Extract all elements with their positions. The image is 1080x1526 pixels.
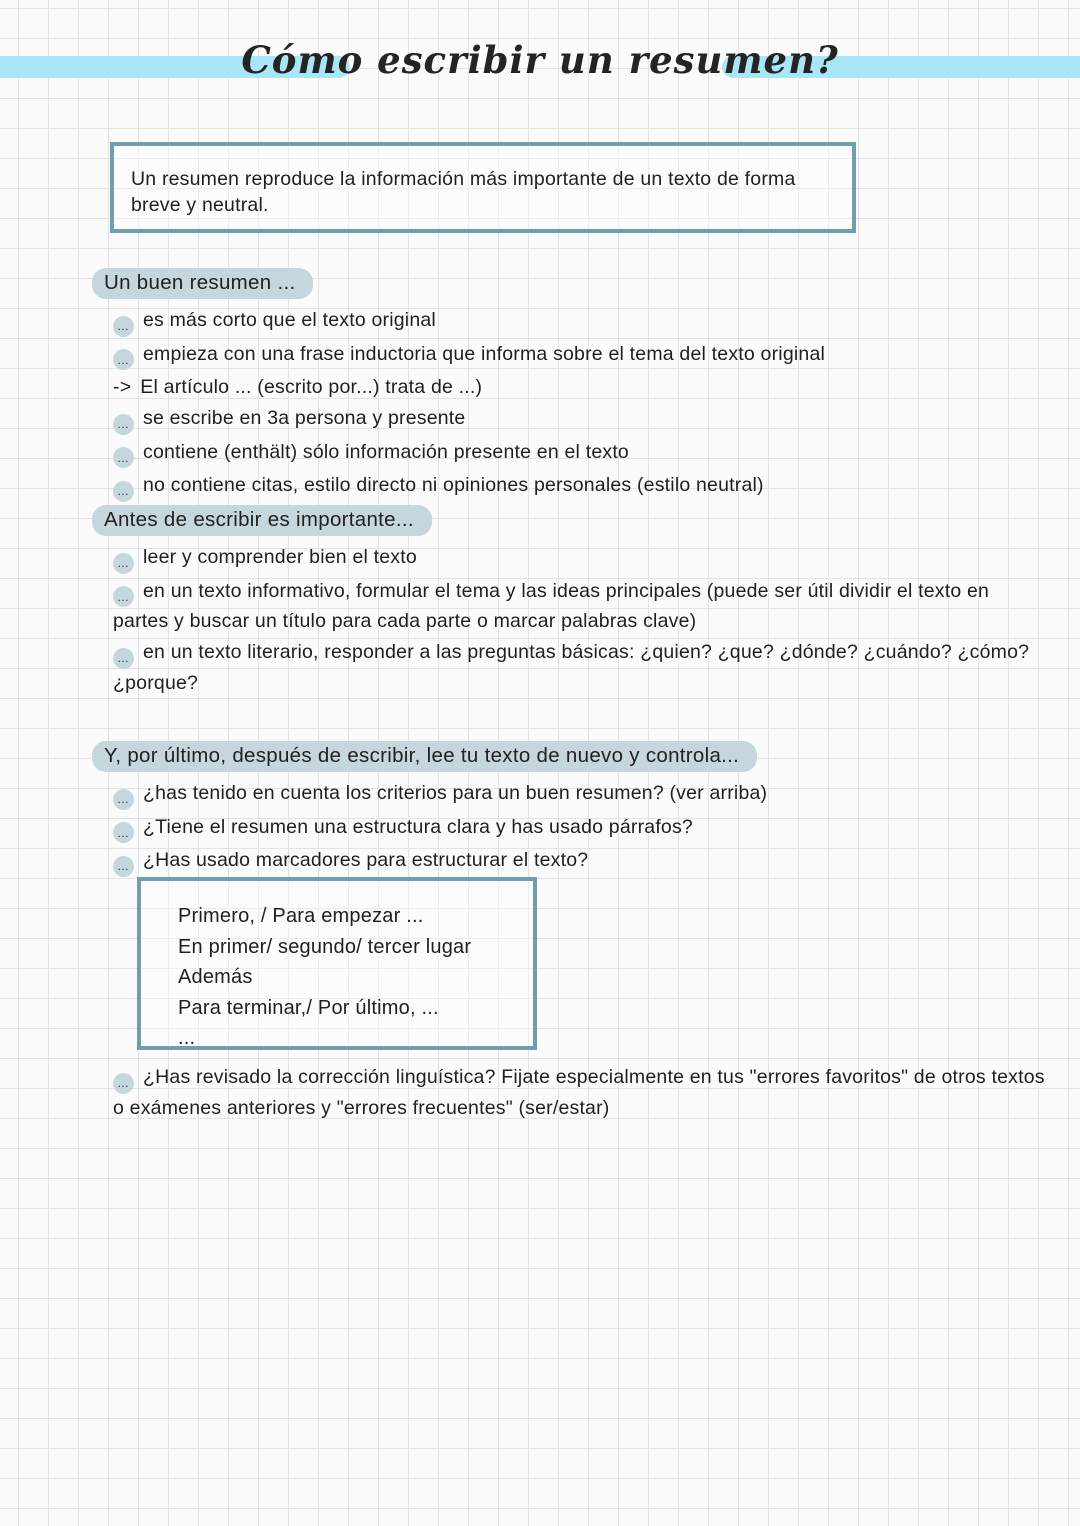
bullet-text: no contiene citas, estilo directo ni opiniones personales (estilo neutral) xyxy=(143,474,764,496)
dots-bullet-icon: … xyxy=(113,553,134,574)
bullet-item-arrow xyxy=(113,373,1033,401)
page-title: Cómo escribir un resumen? xyxy=(241,38,839,82)
section-good-summary xyxy=(98,268,1048,505)
bullet-item xyxy=(113,577,1033,636)
dots-bullet-icon: … xyxy=(113,789,134,810)
section-heading: Antes de escribir es importante... xyxy=(92,505,432,536)
section-heading: Un buen resumen ... xyxy=(92,268,313,299)
bullet-text: en un texto literario, responder a las preguntas básicas: ¿quien? ¿que? ¿dónde? ¿cuándo? ¿cómo? ¿porque? xyxy=(113,641,1030,694)
bullet-item xyxy=(113,543,1033,574)
definition-box xyxy=(110,142,856,233)
dots-bullet-icon: … xyxy=(113,856,134,877)
final-note-text: ¿Has revisado la corrección linguística? Fijate especialmente en tus "errores favoritos" de otros textos o exámenes anteriores y "errores frecuentes" (ser/estar) xyxy=(113,1066,1045,1119)
bullet-item xyxy=(113,813,1033,844)
bullet-item xyxy=(113,638,1033,697)
section-before-writing xyxy=(98,505,1048,700)
bullet-item xyxy=(113,340,1033,371)
definition-line: breve y neutral. xyxy=(131,194,269,216)
connectors-box xyxy=(137,877,537,1050)
final-note xyxy=(113,1063,1051,1122)
bullet-text: leer y comprender bien el texto xyxy=(143,546,417,568)
bullet-item xyxy=(113,306,1033,337)
definition-line: Un resumen reproduce la información más importante de un texto de forma xyxy=(131,168,796,190)
connector-line: Además xyxy=(178,966,253,988)
bullet-list xyxy=(98,779,1033,877)
bullet-text: se escribe en 3a persona y presente xyxy=(143,407,466,429)
bullet-text: empieza con una frase inductoria que informa sobre el tema del texto original xyxy=(143,342,826,365)
section-heading: Y, por último, después de escribir, lee tu texto de nuevo y controla... xyxy=(92,741,757,772)
bullet-item xyxy=(113,779,1033,810)
bullet-item xyxy=(113,846,1033,877)
bullet-item xyxy=(113,404,1033,435)
dots-bullet-icon: … xyxy=(113,648,134,669)
dots-bullet-icon: … xyxy=(113,1073,134,1094)
bullet-text: El artículo ... (escrito por...) trata de ...) xyxy=(140,376,483,398)
connector-line: Primero, / Para empezar ... xyxy=(178,905,424,927)
connector-line: ... xyxy=(178,1027,196,1049)
dots-bullet-icon: … xyxy=(113,349,134,370)
bullet-text: ¿has tenido en cuenta los criterios para un buen resumen? (ver arriba) xyxy=(143,782,768,804)
connector-line: Para terminar,/ Por último, ... xyxy=(178,996,439,1019)
dots-bullet-icon: … xyxy=(113,586,134,607)
bullet-item xyxy=(113,471,1033,502)
bullet-text: en un texto informativo, formular el tema y las ideas principales (puede ser útil dividir el texto en partes y buscar un título para cada parte o marcar palabras clave) xyxy=(113,579,990,632)
bullet-text: es más corto que el texto original xyxy=(143,309,436,331)
dots-bullet-icon: … xyxy=(113,481,134,502)
connector-line: En primer/ segundo/ tercer lugar xyxy=(178,935,472,958)
bullet-item xyxy=(113,438,1033,469)
bullet-text: ¿Has usado marcadores para estructurar el texto? xyxy=(143,849,589,871)
bullet-text: contiene (enthält) sólo información presente en el texto xyxy=(143,440,629,463)
bullet-list xyxy=(98,543,1033,697)
dots-bullet-icon: … xyxy=(113,447,134,468)
bullet-list xyxy=(98,306,1033,502)
dots-bullet-icon: … xyxy=(113,822,134,843)
arrow-icon: -> xyxy=(113,376,132,398)
bullet-text: ¿Tiene el resumen una estructura clara y has usado párrafos? xyxy=(143,815,693,838)
dots-bullet-icon: … xyxy=(113,414,134,435)
section-after-writing xyxy=(98,741,1048,880)
dots-bullet-icon: … xyxy=(113,316,134,337)
